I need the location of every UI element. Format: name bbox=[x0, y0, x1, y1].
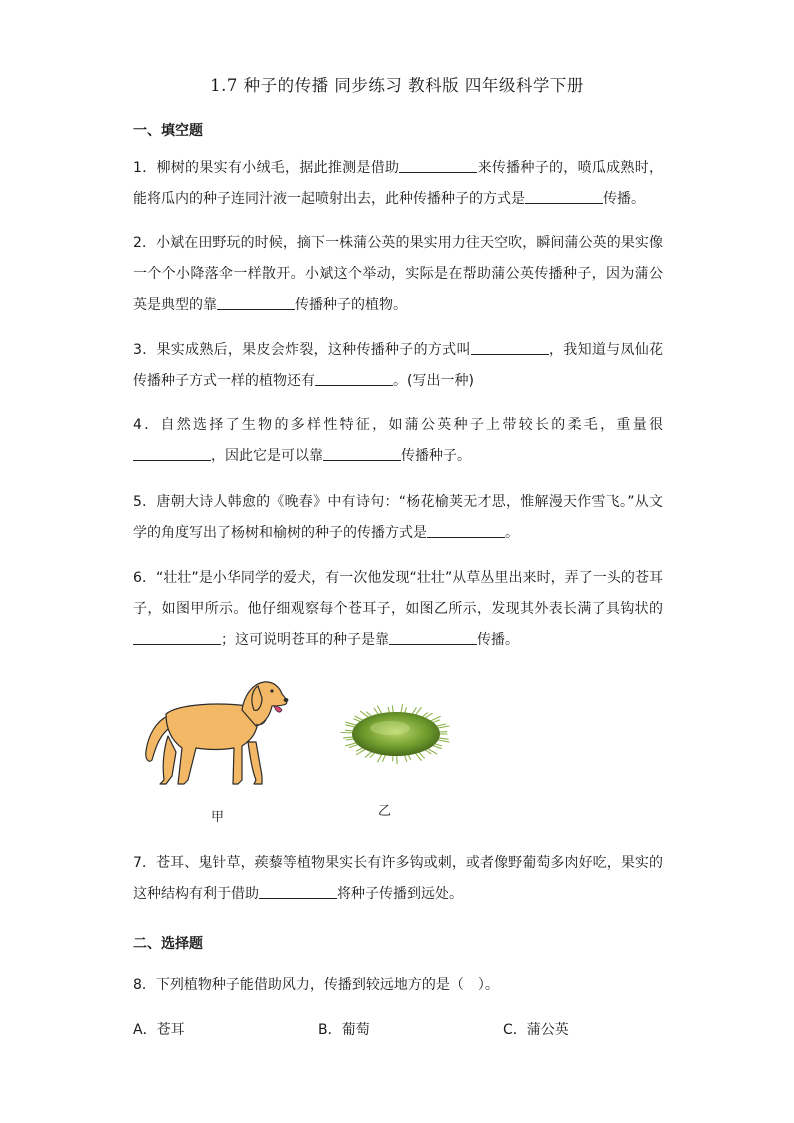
answer-blank[interactable] bbox=[525, 187, 603, 204]
question-4 bbox=[133, 410, 663, 472]
dog-nose bbox=[284, 698, 289, 702]
answer-blank[interactable] bbox=[389, 628, 477, 645]
burr-highlight bbox=[370, 721, 410, 735]
question-2 bbox=[133, 228, 663, 321]
q4-text-3: 传播种子。 bbox=[401, 448, 471, 464]
section-choice-heading: 二、选择题 bbox=[133, 936, 203, 952]
option-a[interactable]: A．苍耳 bbox=[133, 1022, 185, 1038]
q7-text-1: 7．苍耳、鬼针草，蒺藜等植物果实长有许多钩或刺，或者像野葡萄多肉好吃，果实的这种结构有利于借助 bbox=[133, 855, 663, 902]
q6-text-1: 6．“壮壮”是小华同学的爱犬，有一次他发现“壮壮”从草丛里出来时，弄了一头的苍耳子，如图甲所示。他仔细观察每个苍耳子，如图乙所示，发现其外表长满了具钩状的 bbox=[133, 570, 663, 617]
q6-text-3: 传播。 bbox=[477, 632, 519, 648]
q6-text-2: ；这可说明苍耳的种子是靠 bbox=[221, 632, 389, 648]
answer-blank[interactable] bbox=[399, 156, 477, 173]
answer-blank[interactable] bbox=[133, 628, 221, 645]
answer-blank[interactable] bbox=[315, 369, 393, 386]
q4-text-2: ，因此它是可以靠 bbox=[211, 448, 323, 464]
answer-blank[interactable] bbox=[323, 444, 401, 461]
q5-text-2: 。 bbox=[505, 525, 519, 541]
option-b[interactable]: B．葡萄 bbox=[318, 1022, 370, 1038]
dog-tongue bbox=[274, 706, 282, 712]
question-1 bbox=[133, 153, 663, 215]
dog-figure bbox=[138, 676, 288, 796]
answer-blank[interactable] bbox=[259, 882, 337, 899]
answer-blank[interactable] bbox=[217, 293, 295, 310]
q4-text-1: 4．自然选择了生物的多样性特征，如蒲公英种子上带较长的柔毛，重量很 bbox=[133, 417, 663, 433]
dog-eye bbox=[270, 689, 273, 692]
figure-caption-yi: 乙 bbox=[378, 804, 392, 819]
question-8-stem: 8．下列植物种子能借助风力，传播到较远地方的是（ ）。 bbox=[133, 977, 499, 993]
q1-text-1: 1．柳树的果实有小绒毛，据此推测是借助 bbox=[133, 160, 400, 176]
figure-caption-jia: 甲 bbox=[211, 810, 225, 825]
page-title: 1.7 种子的传播 同步练习 教科版 四年级科学下册 bbox=[210, 76, 584, 95]
q5-text-1: 5．唐朝大诗人韩愈的《晚春》中有诗句：“杨花榆荚无才思，惟解漫天作雪飞。”从文学的角度写出了杨树和榆树的种子的传播方式是 bbox=[133, 494, 663, 541]
section-fill-heading: 一、填空题 bbox=[133, 123, 203, 139]
q2-text-2: 传播种子的植物。 bbox=[295, 297, 407, 313]
option-c[interactable]: C．蒲公英 bbox=[503, 1022, 569, 1038]
q1-text-2: 来传播种子的，喷瓜成熟时，能将瓜内的种子连同汁液一起喷射出去，此种传播种子的方式是 bbox=[133, 160, 664, 207]
q7-text-2: 将种子传播到远处。 bbox=[337, 886, 463, 902]
dog-body bbox=[146, 682, 287, 784]
question-7 bbox=[133, 848, 663, 910]
q3-text-3: 。(写出一种) bbox=[393, 373, 474, 389]
answer-blank[interactable] bbox=[133, 444, 211, 461]
question-3 bbox=[133, 335, 663, 397]
question-5 bbox=[133, 487, 663, 549]
answer-blank[interactable] bbox=[427, 521, 505, 538]
burr-figure bbox=[342, 702, 450, 766]
answer-blank[interactable] bbox=[471, 338, 549, 355]
question-6 bbox=[133, 563, 663, 656]
q3-text-2: ，我知道与凤仙花传播种子方式一样的植物还有 bbox=[133, 342, 664, 389]
q2-text-1: 2．小斌在田野玩的时候，摘下一株蒲公英的果实用力往天空吹，瞬间蒲公英的果实像一个个小降落伞一样散开。小斌这个举动，实际是在帮助蒲公英传播种子，因为蒲公英是典型的靠 bbox=[133, 235, 663, 313]
q1-text-3: 传播。 bbox=[603, 191, 645, 207]
q3-text-1: 3．果实成熟后，果皮会炸裂，这种传播种子的方式叫 bbox=[133, 342, 471, 358]
